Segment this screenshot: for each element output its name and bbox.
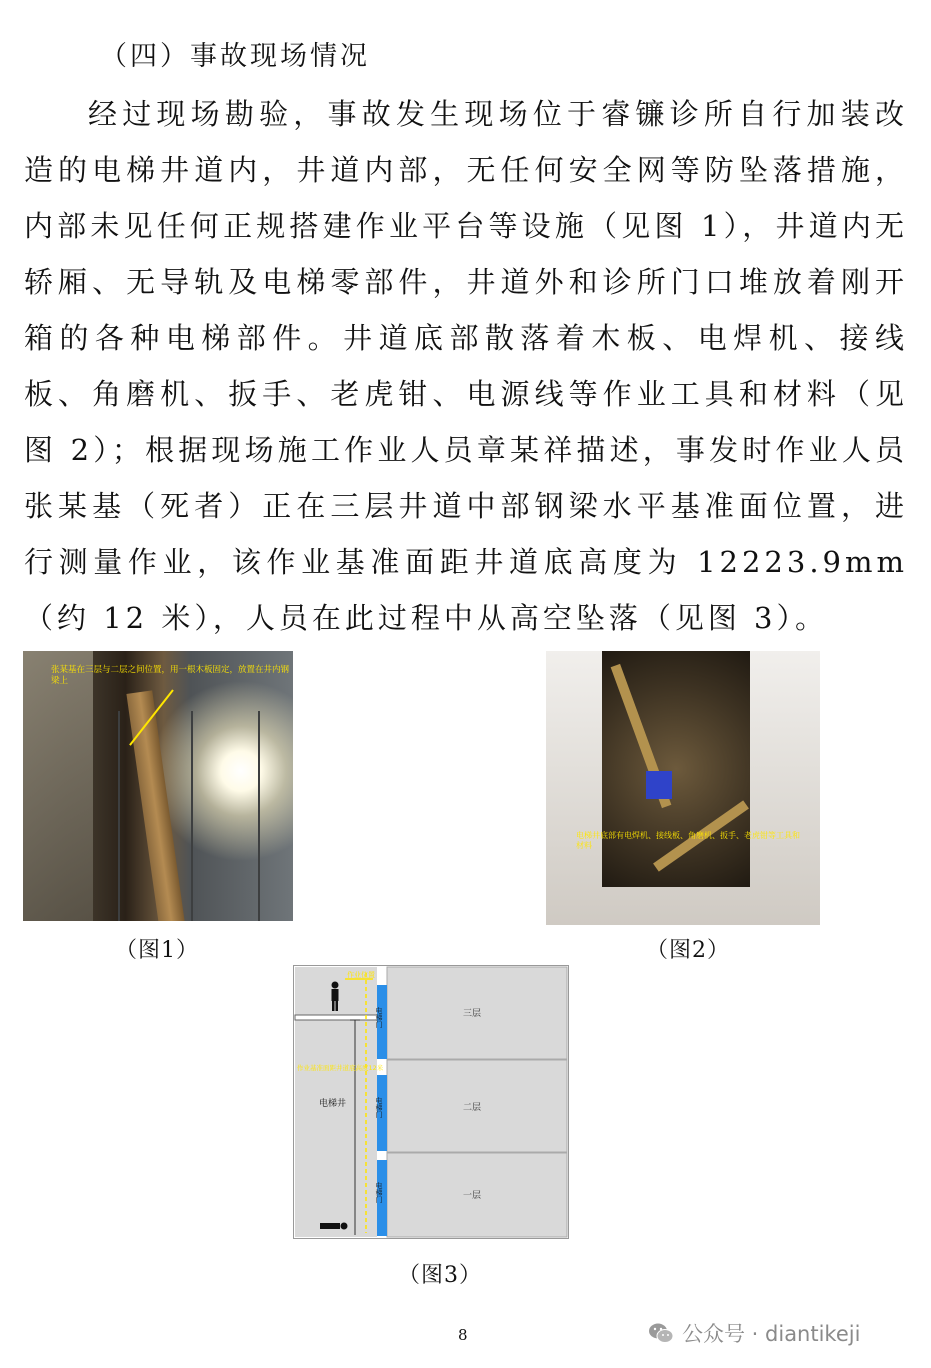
- door-label-2: 电梯门: [375, 1097, 383, 1118]
- figure-3-diagram: [293, 965, 569, 1239]
- figure-1-caption: （图1）: [115, 938, 199, 963]
- door-label-3: 电梯门: [375, 1007, 383, 1028]
- figure-1-callout: 张某基在三层与二层之间位置，用一根木板固定，放置在井内钢梁上: [51, 665, 290, 686]
- shaft-label: 电梯井: [319, 1099, 347, 1109]
- figure-2-photo: [546, 651, 820, 925]
- floor-label-3: 三层: [463, 1009, 482, 1019]
- fallen-person-icon: [320, 1223, 348, 1230]
- figure-2-callout: 电梯井底部有电焊机、接线板、角磨机、扳手、老虎钳等工具和材料: [576, 831, 800, 850]
- page-number: 8: [458, 1326, 468, 1344]
- figure-3-caption: （图3）: [398, 1263, 482, 1288]
- figure-2-caption: （图2）: [646, 938, 730, 963]
- door-label-1: 电梯门: [375, 1182, 383, 1203]
- section-heading: （四）事故现场情况: [100, 41, 370, 72]
- wechat-icon: [648, 1322, 674, 1344]
- watermark-text: 公众号 · diantikeji: [682, 1322, 861, 1346]
- floor-label-2: 二层: [463, 1103, 482, 1113]
- height-label: 作业基准面距井道底高度12米: [297, 1064, 384, 1072]
- body-paragraph: 经过现场勘验，事故发生现场位于睿镰诊所自行加装改造的电梯井道内，井道内部，无任何安全网等防坠落措施，内部未见任何正规搭建作业平台等设施（见图 1），井道内无轿厢、无导轨及电梯零部件，井道外和诊所门口堆放着刚开箱的各种电梯部件。井道底部散落着木板、电焊机、接线板、角磨机、扳手、老虎钳、电源线等作业工具和材料（见图 2）；根据现场施工作业人员章某祥描述，事发时作业人员张某基（死者）正在三层井道中部钢梁水平基准面位置，进行测量作业，该作业基准面距井道底高度为 12223.9mm（约 12 米），人员在此过程中从高空坠落（见图 3）。: [24, 97, 908, 635]
- floor-label-1: 一层: [463, 1191, 482, 1201]
- top-label: 作业位置: [347, 971, 375, 979]
- figure-1-photo: [23, 651, 293, 921]
- wechat-watermark: [648, 1318, 860, 1348]
